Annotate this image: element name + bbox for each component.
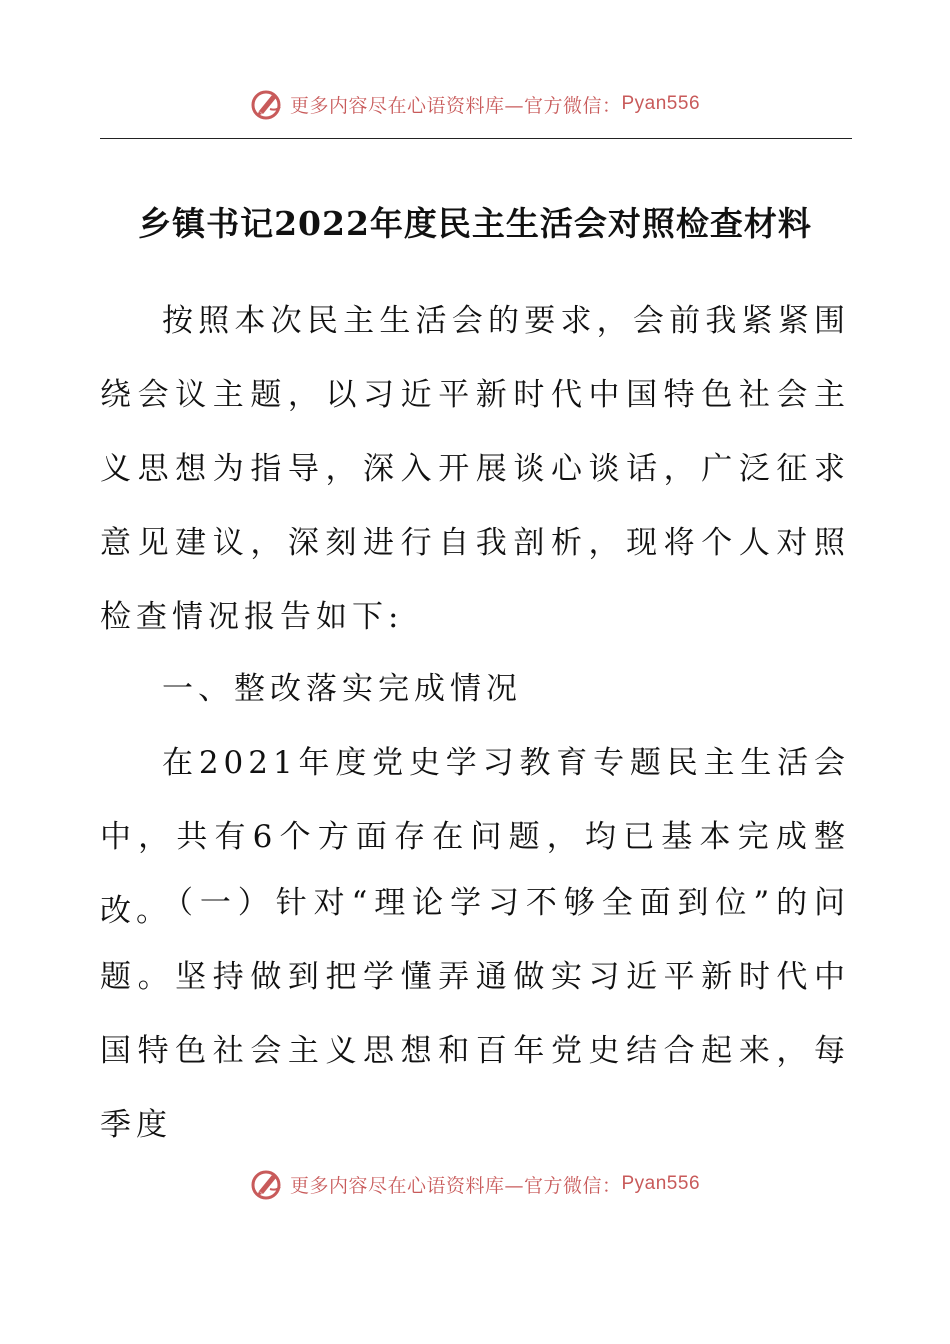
item-paragraph: （一）针对“理论学习不够全面到位”的问题。坚持做到把学懂弄通做实习近平新时代中国特色社会主义思想和百年党史结合起来，每季度	[100, 885, 850, 1143]
pen-circle-logo-icon	[250, 1167, 284, 1201]
section-paragraph: 在2021年度党史学习教育专题民主生活会中，共有6个方面存在问题，均已基本完成整改。	[100, 745, 850, 929]
watermark-text: 更多内容尽在心语资料库—官方微信：	[289, 94, 622, 117]
watermark-text: 更多内容尽在心语资料库—官方微信：	[289, 1174, 622, 1197]
watermark-wechat-id: Pyan556	[621, 1173, 701, 1194]
intro-paragraph: 按照本次民主生活会的要求，会前我紧紧围绕会议主题，以习近平新时代中国特色社会主义思想为指导，深入开展谈心谈话，广泛征求意见建议，深刻进行自我剖析，现将个人对照检查情况报告如下:	[100, 303, 850, 635]
pen-circle-logo-icon	[250, 87, 284, 121]
footer-watermark	[0, 1164, 950, 1204]
header-divider	[100, 138, 852, 139]
section-heading: 一、整改落实完成情况	[162, 671, 522, 707]
document-title: 乡镇书记2022年度民主生活会对照检查材料	[138, 204, 812, 243]
header-watermark	[0, 84, 950, 124]
watermark-wechat-id: Pyan556	[621, 93, 701, 114]
